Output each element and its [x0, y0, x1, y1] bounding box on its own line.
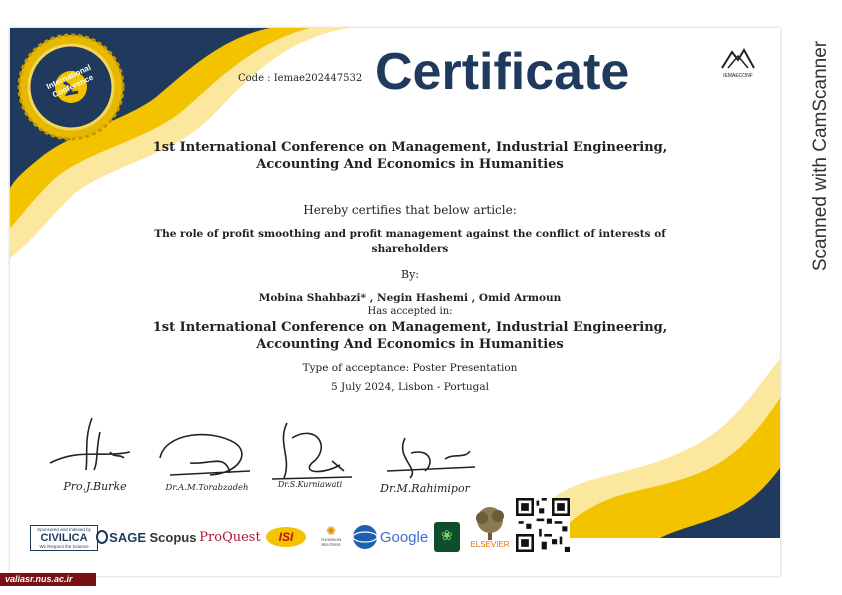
by-label: By:: [400, 268, 419, 281]
proquest-logo: ProQuest: [199, 529, 261, 545]
accepted-in: Has accepted in:: [367, 306, 453, 317]
thomson-dots-icon: ✺: [325, 524, 337, 538]
elsevier-tree-icon: [468, 506, 512, 540]
seal-text: International Conference: [45, 62, 95, 100]
signature-4-name: Dr.M.Rahimipor: [380, 482, 470, 495]
iemaeconf-logo-text: IEMAECONF: [723, 73, 753, 79]
conference-title-line1: 1st International Conference on Management, Industrial Engineering,: [152, 140, 668, 155]
footer-url[interactable]: valiasr.nus.ac.ir: [5, 574, 73, 584]
certificate-heading: Certificate: [375, 43, 630, 101]
signature-1-name: Pro.J.Burke: [63, 480, 127, 493]
conference-repeat-line2: Accounting And Economics in Humanities: [256, 337, 564, 352]
article-title-line1: The role of profit smoothing and profit management against the conflict of interests of: [154, 228, 666, 240]
article-title-line2: shareholders: [371, 243, 449, 255]
signature-2-scribble: [150, 423, 260, 483]
date-place: 5 July 2024, Lisbon - Portugal: [330, 381, 490, 393]
conference-repeat-line1: 1st International Conference on Management, Industrial Engineering,: [152, 320, 668, 335]
signature-1-scribble: [40, 408, 150, 478]
thomson-reuters-logo: ✺ THOMSON REUTERS: [320, 524, 342, 547]
conference-title-line2: Accounting And Economics in Humanities: [256, 157, 564, 172]
sage-logo: SAGE: [96, 525, 146, 549]
google-logo: Google: [379, 528, 429, 546]
leaf-icon: ❀: [441, 528, 453, 544]
authors: Mobina Shahbazi* , Negin Hashemi , Omid Armoun: [258, 292, 562, 304]
iemaeconf-logo-icon: [718, 46, 758, 72]
globe-badge-icon: [352, 524, 378, 550]
scopus-logo: Scopus: [149, 529, 197, 545]
signature-4-scribble: [375, 423, 485, 483]
civilica-logo: Sponsored and Indexed by CIVILICA We Respect the Science: [30, 525, 98, 551]
certificate-sheet: [10, 28, 780, 576]
certificate-code: Code : Iemae202447532: [238, 73, 363, 84]
green-badge-logo: [434, 522, 460, 552]
footer-url-bar: [0, 573, 96, 586]
type-of-acceptance: Type of acceptance: Poster Presentation: [302, 362, 518, 374]
signature-3-name: Dr.S.Kurniawati: [277, 480, 343, 489]
certifies-text: Hereby certifies that below article:: [303, 203, 517, 217]
camscanner-watermark: Scanned with CamScanner: [810, 40, 831, 272]
isi-logo: ISI: [266, 527, 306, 547]
elsevier-label: ELSEVIER: [470, 540, 510, 549]
qr-code: [516, 498, 570, 552]
signature-2-name: Dr.A.M.Torabzadeh: [165, 483, 249, 493]
signature-3-scribble: [262, 413, 362, 488]
